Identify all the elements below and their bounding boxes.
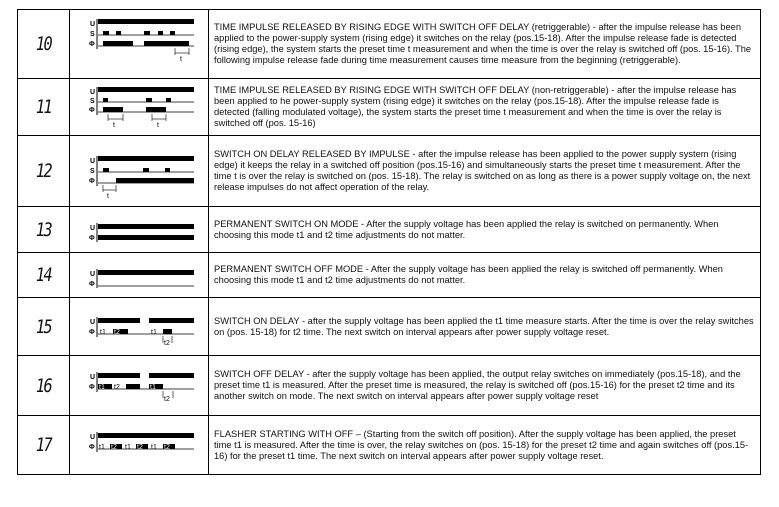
signal-label-s: S <box>90 97 95 105</box>
signal-label-u: U <box>90 224 96 232</box>
time-label-t1: t1 <box>99 383 105 391</box>
signal-label-u: U <box>90 318 96 326</box>
signal-label-relay: Φ <box>89 234 95 242</box>
mode-description: TIME IMPULSE RELEASED BY RISING EDGE WITH SWITCH OFF DELAY (retriggerable) - after the impulse release has been applied to the power-supply system (rising edge) it switches on the relay (pos.15-18). After the impulse release fade is detected (rising edge), the system starts the preset time t measurement and when the time is over the relay is switched off (pos. 15-16). The following impulse release fade during time measurement causes time measure from the beginning (retriggerable). <box>209 10 761 79</box>
mode-description: TIME IMPULSE RELEASED BY RISING EDGE WITH SWITCH OFF DELAY (non-retriggerable) - after the impulse release has been applied to he power-supply system (rising edge) it switches on the relay (pos.15-18). After the impulse release fade is detected (falling modulated voltage), the system starts the preset time t measurement and when the time is over the relay is switched off (pos. 15-16) <box>209 79 761 136</box>
signal-label-relay: Φ <box>89 280 95 288</box>
mode-table <box>17 9 761 475</box>
mode-number: 17 <box>35 434 52 456</box>
signal-label-relay: Φ <box>89 41 95 48</box>
mode-number: 15 <box>35 315 52 338</box>
timing-diagram <box>70 357 208 415</box>
signal-label-u: U <box>90 270 96 278</box>
mode-description: PERMANENT SWITCH ON MODE - After the supply voltage has been applied the relay is switched on permanently. When choosing this mode t1 and t2 time adjustments do not matter. <box>209 207 761 253</box>
table-row <box>18 356 761 416</box>
signal-label-s: S <box>90 31 95 38</box>
timing-diagram <box>70 80 208 135</box>
mode-number: 11 <box>35 96 52 118</box>
timing-diagram-cell <box>70 298 209 356</box>
table-row <box>18 416 761 475</box>
signal-label-relay: Φ <box>89 178 95 185</box>
signal-label-relay: Φ <box>89 328 95 336</box>
time-label-t2: t2 <box>114 383 120 391</box>
time-label-t: t <box>180 56 182 63</box>
time-label-t2: t2 <box>114 328 120 336</box>
time-label-t2: t2 <box>164 395 170 403</box>
mode-description: PERMANENT SWITCH OFF MODE - After the supply voltage has been applied the relay is switched off permanently. When choosing this mode t1 and t2 time adjustments do not matter. <box>209 253 761 298</box>
timing-diagram <box>70 299 208 355</box>
mode-description: SWITCH OFF DELAY - after the supply voltage has been applied, the output relay switches on immediately (pos.15-18), and the preset time t1 is measured. After the preset time is measured, the relay is switched off (pos.15-16) for the preset t2 time and its another switch on mode. The next switch on interval appears after power supply voltage reset <box>209 356 761 416</box>
time-label-t2: t2 <box>164 339 170 347</box>
mode-number-cell <box>18 356 70 416</box>
mode-number-cell <box>18 79 70 136</box>
table-row <box>18 253 761 298</box>
time-label-t1: t1 <box>100 328 106 336</box>
signal-label-relay: Φ <box>89 106 95 114</box>
mode-number-cell <box>18 10 70 79</box>
time-label-t2: t2 <box>137 443 143 451</box>
signal-label-u: U <box>90 373 96 381</box>
timing-diagram-cell <box>70 79 209 136</box>
table-row <box>18 10 761 79</box>
mode-number: 10 <box>35 33 52 55</box>
mode-number: 13 <box>35 218 52 241</box>
mode-description: SWITCH ON DELAY - after the supply voltage has been applied the t1 time measure starts. After the time is over the relay switches on (pos. 15-18) for t2 time. The next switch on interval appears after power supply voltage reset. <box>209 298 761 356</box>
supply-bar <box>98 19 194 24</box>
timing-diagram-cell <box>70 136 209 207</box>
signal-label-relay: Φ <box>89 443 95 451</box>
table-row <box>18 136 761 207</box>
mode-number-cell <box>18 416 70 475</box>
signal-label-relay: Φ <box>89 383 95 391</box>
timing-diagram-cell <box>70 253 209 298</box>
mode-number-cell <box>18 207 70 253</box>
signal-label-u: U <box>90 158 96 165</box>
timing-diagram <box>70 417 208 474</box>
mode-description: SWITCH ON DELAY RELEASED BY IMPULSE - after the impulse release has been applied to the power supply system (rising edge) it keeps the relay in a switched off position (pos.15-16) and simultaneously starts the preset time t measurement. After the time t is over the relay is switched on (pos. 15-18). The relay is switched on as long as there is a power supply voltage on, the next release impulses do not affect operation of the relay. <box>209 136 761 207</box>
table-row <box>18 79 761 136</box>
time-label-t1: t1 <box>150 383 156 391</box>
table-row <box>18 298 761 356</box>
timing-diagram-cell <box>70 356 209 416</box>
signal-label-s: S <box>90 168 95 175</box>
time-label-t: t <box>107 193 109 200</box>
time-label-t1: t1 <box>151 443 157 451</box>
mode-number-cell <box>18 298 70 356</box>
signal-label-u: U <box>90 88 96 96</box>
timing-diagram-cell <box>70 10 209 79</box>
timing-diagram-cell <box>70 416 209 475</box>
time-label-t2: t2 <box>111 443 117 451</box>
mode-number: 16 <box>35 374 52 397</box>
timing-diagram <box>70 137 208 205</box>
mode-number: 12 <box>35 160 52 182</box>
time-label-t1: t1 <box>125 443 131 451</box>
time-label-t: t <box>157 121 159 129</box>
time-label-t: t <box>113 121 115 129</box>
timing-diagram <box>70 254 208 297</box>
timing-diagram-cell <box>70 207 209 253</box>
signal-label-u: U <box>90 21 96 28</box>
time-label-t1: t1 <box>99 443 105 451</box>
time-label-t1: t1 <box>151 328 157 336</box>
mode-number-cell <box>18 253 70 298</box>
table-row <box>18 207 761 253</box>
signal-label-u: U <box>90 433 96 441</box>
timing-diagram <box>70 11 208 77</box>
mode-number: 14 <box>35 264 52 286</box>
mode-description: FLASHER STARTING WITH OFF – (Starting from the switch off position). After the supply voltage has been applied, the preset time t1 is measured. After the time is over, the relay switches on (pos. 15-18) for the preset t2 time and again switches off (pos.15-16) for the preset t1 time. The next switch on interval appears after power supply voltage reset. <box>209 416 761 475</box>
timing-diagram <box>70 208 208 252</box>
time-label-t2: t2 <box>164 443 170 451</box>
mode-number-cell <box>18 136 70 207</box>
